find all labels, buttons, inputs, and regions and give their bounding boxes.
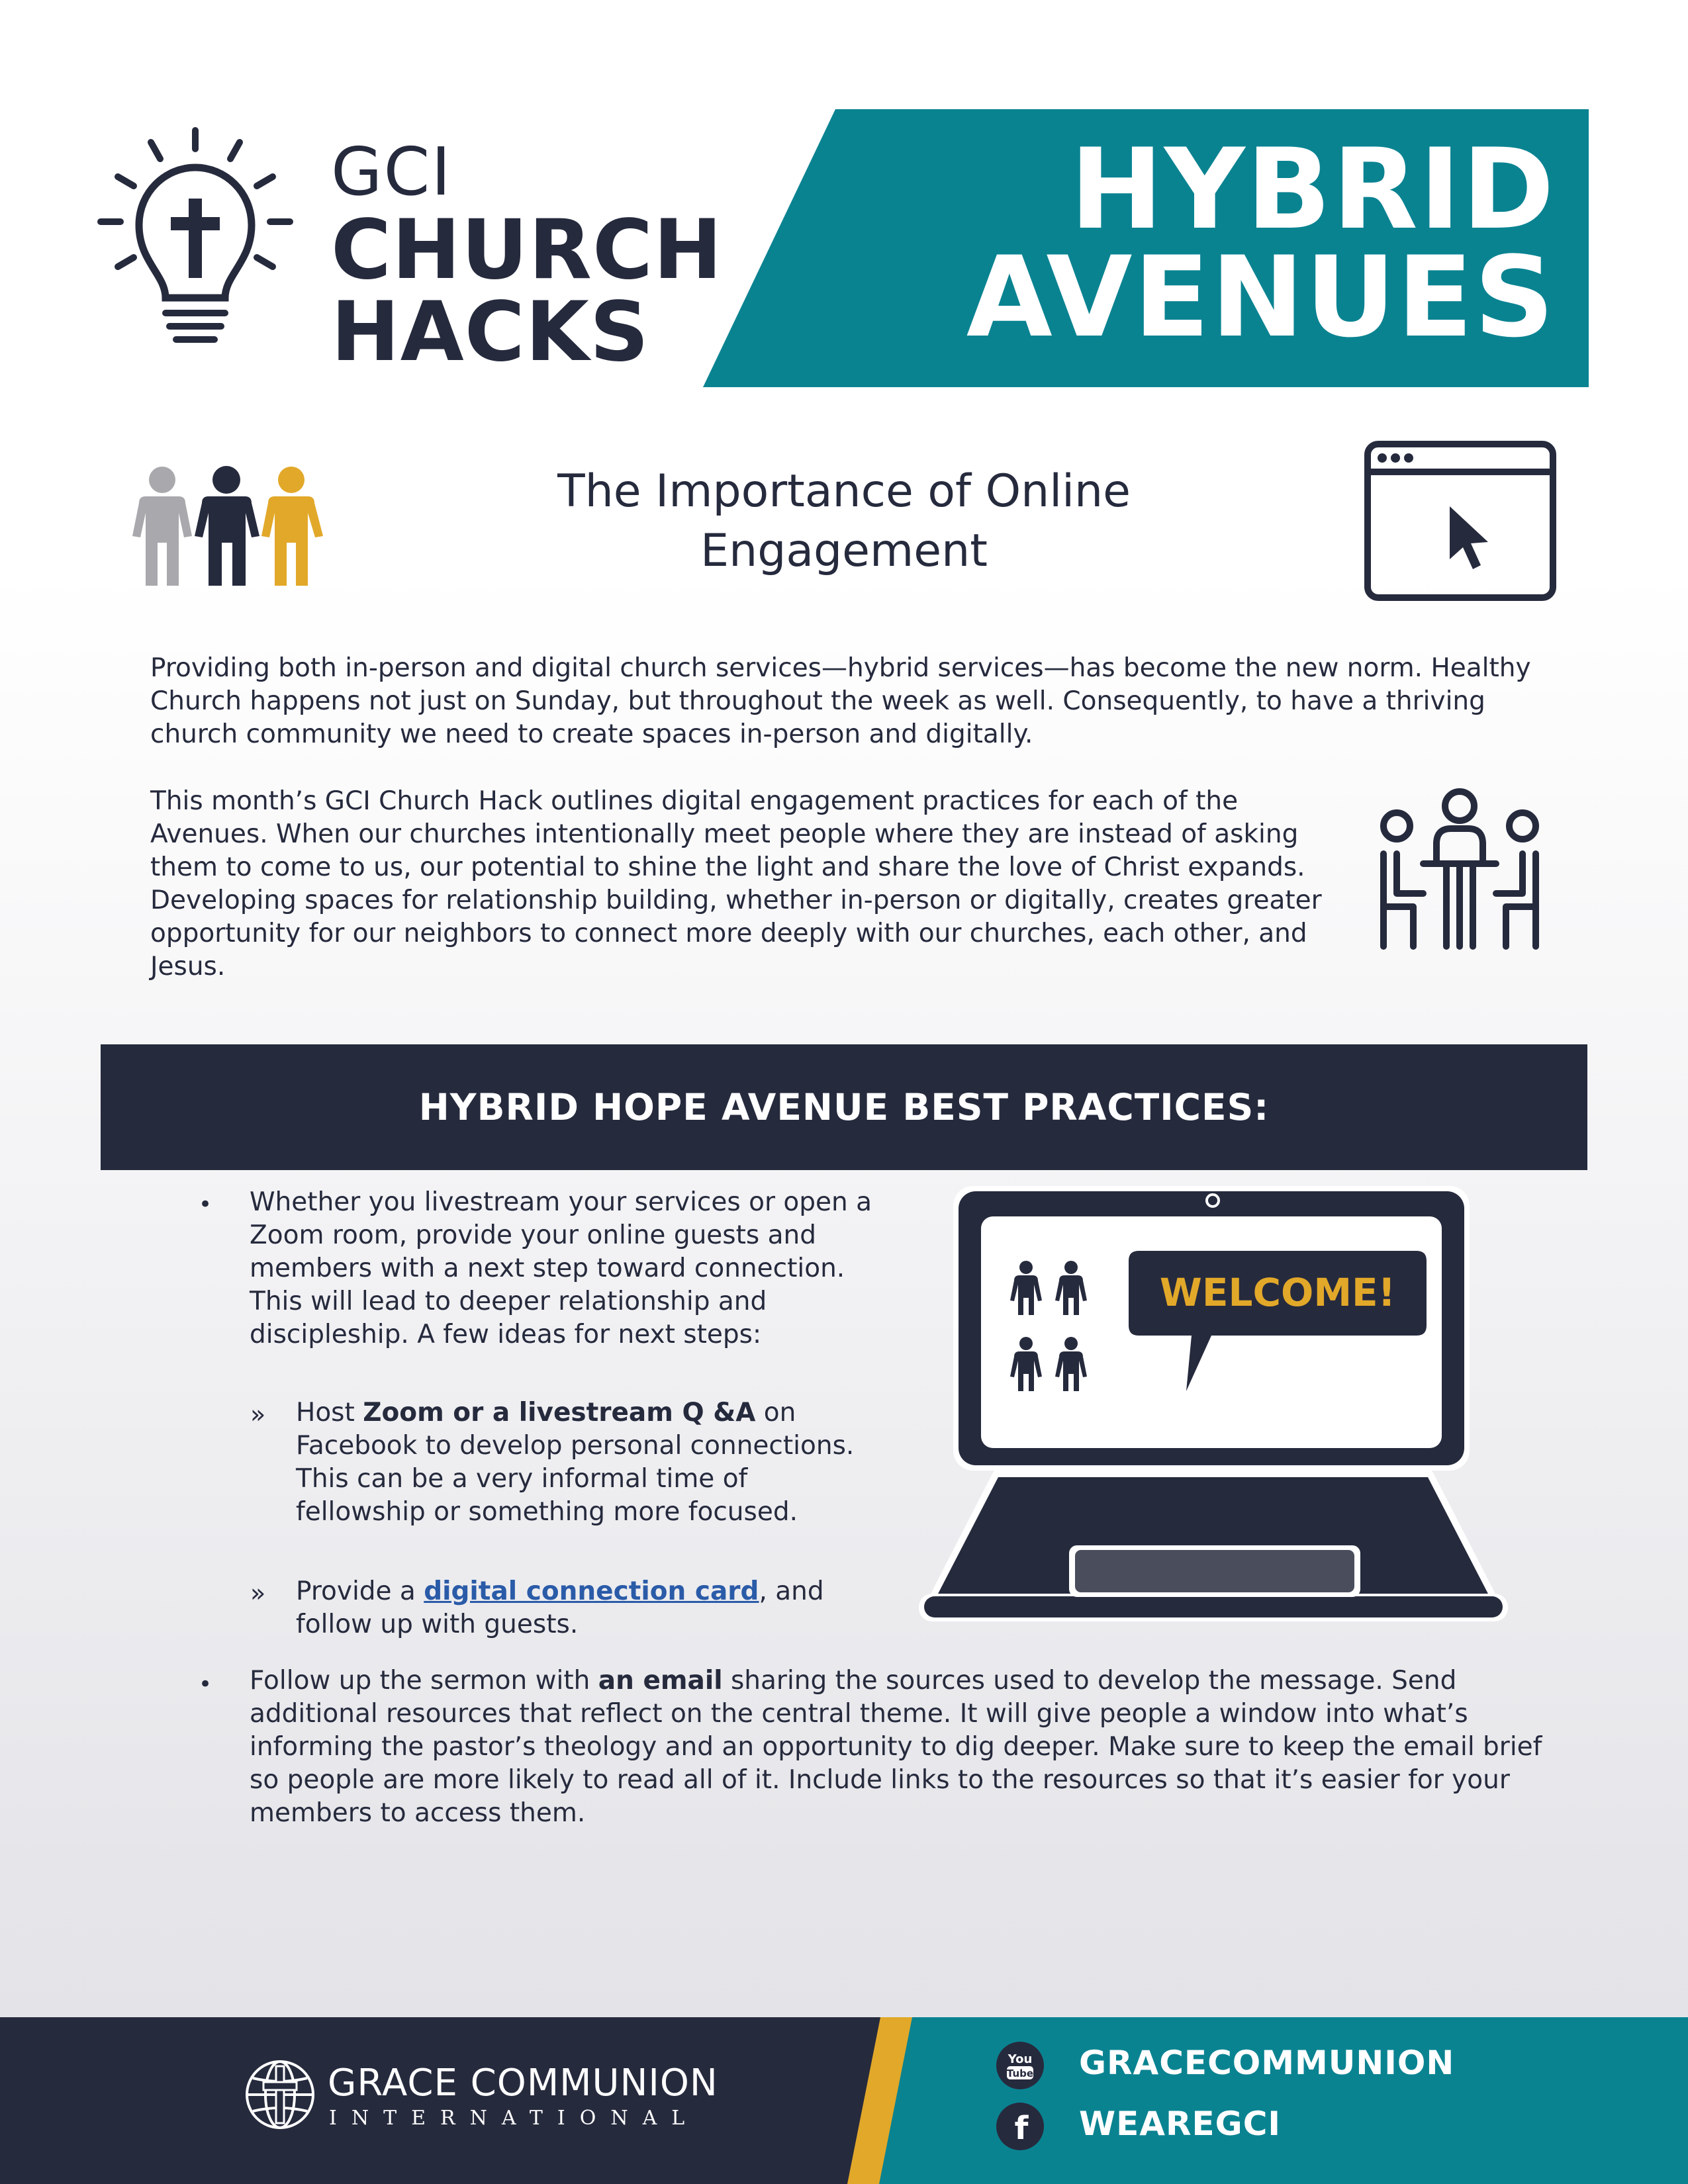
youtube-icon[interactable] (996, 2042, 1044, 2089)
section-title: The Importance of Online Engagement (557, 465, 1131, 578)
sub-bullet-1-pre: Host (296, 1398, 363, 1428)
org-subtitle: INTERNATIONAL (329, 2107, 700, 2130)
bullet-marker: • (199, 1191, 212, 1218)
section-header-text: HYBRID HOPE AVENUE BEST PRACTICES: (418, 1086, 1270, 1128)
svg-text:You: You (1008, 2052, 1033, 2066)
org-name: GRACE COMMUNION (328, 2062, 718, 2105)
meeting-table-icon (1377, 788, 1542, 953)
intro-paragraph-1: Providing both in-person and digital church services—hybrid services—has become the new norm. Healthy Church happens not just on Sunday, but throughout the week as well. Consequently, to have a thriving church community we need to create spaces in-person and digitally. (150, 653, 1531, 749)
welcome-text: WELCOME! (1159, 1270, 1396, 1315)
facebook-glyph: f (1014, 2110, 1029, 2147)
browser-cursor-icon (1364, 440, 1557, 602)
logo-hacks: HACKS (331, 285, 650, 380)
youtube-handle[interactable]: GRACECOMMUNION (1079, 2044, 1455, 2082)
sub-bullet-2-post: , and follow up with guests. (296, 1576, 824, 1639)
lightbulb-cross-icon (93, 122, 298, 354)
sub-bullet-2-pre: Provide a (296, 1576, 424, 1606)
bullet-2-post: sharing the sources used to develop the message. Send additional resources that reflect on the central theme. It will give people a window into what’s informing the pastor’s theology and an opportunity to dig deeper. Make sure to keep the email brief so people are more likely to read all of it. Include links to the resources so that it’s easier for your members to access them. (250, 1666, 1542, 1828)
bullet-2-text (250, 1664, 1547, 1830)
logo-gci: GCI (331, 133, 452, 210)
facebook-handle[interactable]: WEAREGCI (1079, 2105, 1281, 2143)
section-header-bar (101, 1044, 1587, 1170)
people-group-icon (126, 463, 331, 589)
facebook-icon[interactable] (996, 2103, 1044, 2150)
banner-title-line1: HYBRID (1070, 124, 1556, 254)
sub-bullet-marker: » (250, 1400, 266, 1429)
logo-church: CHURCH (331, 203, 723, 298)
digital-connection-card-link[interactable]: digital connection card (424, 1576, 759, 1606)
banner-title (966, 124, 1556, 362)
svg-text:Tube: Tube (1006, 2068, 1034, 2079)
bullet-2-bold: an email (598, 1666, 723, 1696)
gci-globe-cross-icon (244, 2058, 316, 2131)
bullet-marker: • (199, 1671, 212, 1698)
bullet-1-text: Whether you livestream your services or open a Zoom room, provide your online guests and members with a next step toward connection. This will lead to deeper relationship and discipleship. A few ideas for next steps: (250, 1187, 872, 1349)
sub-bullet-2 (296, 1575, 892, 1641)
bullet-2-pre: Follow up the sermon with (250, 1666, 598, 1696)
sub-bullet-1-bold: Zoom or a livestream Q &A (363, 1398, 756, 1428)
laptop-welcome-illustration (900, 1178, 1526, 1641)
sub-bullet-1-post: on Facebook to develop personal connections. This can be a very informal time of fellowship or something more focused. (296, 1398, 855, 1527)
logo-wordmark (331, 133, 723, 380)
banner-title-line2: AVENUES (966, 232, 1556, 362)
sub-bullet-1 (296, 1396, 878, 1529)
sub-bullet-marker: » (250, 1578, 266, 1608)
intro-paragraph-2: This month’s GCI Church Hack outlines digital engagement practices for each of the Avenues. When our churches intentionally meet people where they are instead of asking them to come to us, our potential to shine the light and share the love of Christ expands. Developing spaces for relationship building, whether in-person or digitally, creates greater opportunity for our neighbors to connect more deeply with our churches, each other, and Jesus. (150, 786, 1322, 981)
